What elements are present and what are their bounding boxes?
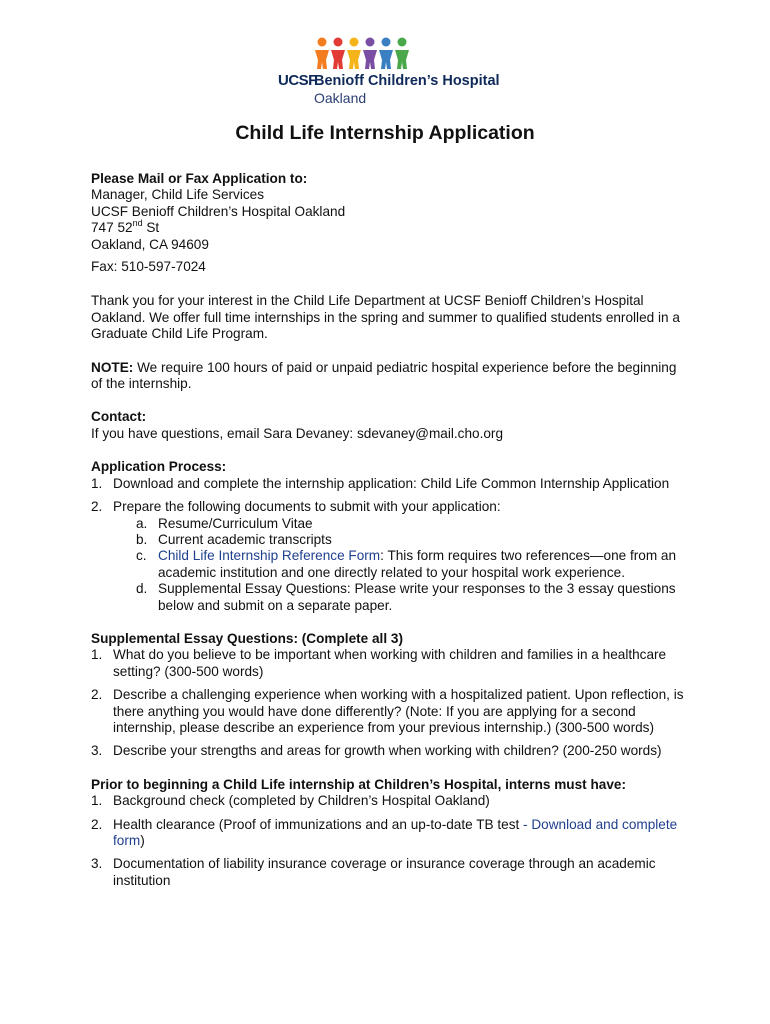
child-figure bbox=[315, 38, 329, 70]
requirements-list bbox=[91, 793, 691, 889]
mail-section bbox=[91, 171, 691, 275]
essay-list bbox=[91, 647, 691, 759]
list-item: 3. Documentation of liability insurance coverage or insurance coverage through an academic institution bbox=[91, 856, 656, 888]
process-heading: Application Process: bbox=[91, 459, 227, 475]
logo-ucsf: UCSF bbox=[278, 72, 317, 89]
page-title: Child Life Internship Application bbox=[235, 122, 535, 144]
prior-heading: Prior to beginning a Child Life internship at Children’s Hospital, interns must have: bbox=[91, 776, 626, 792]
contact-text: If you have questions, email Sara Devaney: sdevaney@mail.cho.org bbox=[91, 425, 504, 441]
list-item: a. Resume/Curriculum Vitae bbox=[136, 515, 313, 531]
mail-fax: Fax: 510-597-7024 bbox=[91, 259, 206, 275]
logo-city: Oakland bbox=[314, 90, 367, 106]
list-item: 1. What do you believe to be important when working with children and families in a healthcare setting? (300-500 words) bbox=[91, 647, 667, 679]
contact-heading: Contact: bbox=[91, 409, 147, 425]
list-item: b. Current academic transcripts bbox=[136, 531, 332, 547]
note-paragraph: NOTE: We require 100 hours of paid or unpaid pediatric hospital experience before the beginning of the internship. bbox=[91, 359, 677, 392]
mail-line1: Manager, Child Life Services bbox=[91, 187, 265, 203]
child-figure bbox=[395, 38, 409, 70]
child-figure bbox=[363, 38, 377, 70]
list-item: 1. Download and complete the internship application: Child Life Common Internship Application bbox=[91, 475, 670, 491]
process-list bbox=[91, 476, 691, 614]
mail-heading: Please Mail or Fax Application to: bbox=[91, 171, 308, 186]
essay-heading: Supplemental Essay Questions: (Complete all 3) bbox=[91, 630, 403, 646]
children-figures-icon bbox=[314, 36, 418, 70]
child-figure bbox=[331, 38, 345, 70]
document-body bbox=[91, 171, 691, 896]
hospital-logo bbox=[270, 36, 510, 108]
health-form-link[interactable]: - Download and complete form bbox=[113, 816, 678, 848]
documents-list bbox=[91, 516, 691, 614]
reference-form-link[interactable]: Child Life Internship Reference Form bbox=[158, 548, 381, 564]
list-item: d. Supplemental Essay Questions: Please write your responses to the 3 essay questions below and submit on a separate paper. bbox=[136, 581, 676, 613]
list-item: 3. Describe your strengths and areas for growth when working with children? (200-250 words) bbox=[91, 743, 662, 759]
list-item: 2. Prepare the following documents to submit with your application: a. Resume/Curriculum Vitae b. Current academic transcripts c. Child Life Internship Reference Form: This form requires two references—one from an academic institution and one directly related to your hospital work experience. d. Supplemental Essay Questions: Please write your responses to the 3 essay questions below and submit on a separate paper. bbox=[91, 499, 691, 614]
child-figure bbox=[347, 38, 361, 70]
mail-city: Oakland, CA 94609 bbox=[91, 236, 209, 252]
list-item: 2. Describe a challenging experience when working with a hospitalized patient. Upon reflection, is there anything you would have done differently? (Note: If you are applying for a second internship, please describe an experience from your previous internship.) (300-500 words) bbox=[91, 687, 684, 735]
child-figure bbox=[379, 38, 393, 70]
list-item: 2. Health clearance (Proof of immunizations and an up-to-date TB test - Download and complete form) bbox=[91, 816, 678, 848]
mail-street: 747 52nd St bbox=[91, 218, 160, 236]
list-item: c. Child Life Internship Reference Form: This form requires two references—one from an academic institution and one directly related to your hospital work experience. bbox=[136, 548, 677, 580]
intro-paragraph: Thank you for your interest in the Child Life Department at UCSF Benioff Children’s Hospital Oakland. We offer full time internships in the spring and summer to qualified students enrolled in a Graduate Child Life Program. bbox=[91, 293, 680, 342]
logo-hospital-name: Benioff Children’s Hospital bbox=[314, 73, 500, 89]
list-item: 1. Background check (completed by Children’s Hospital Oakland) bbox=[91, 793, 490, 809]
mail-line2: UCSF Benioff Children’s Hospital Oakland bbox=[91, 203, 346, 219]
